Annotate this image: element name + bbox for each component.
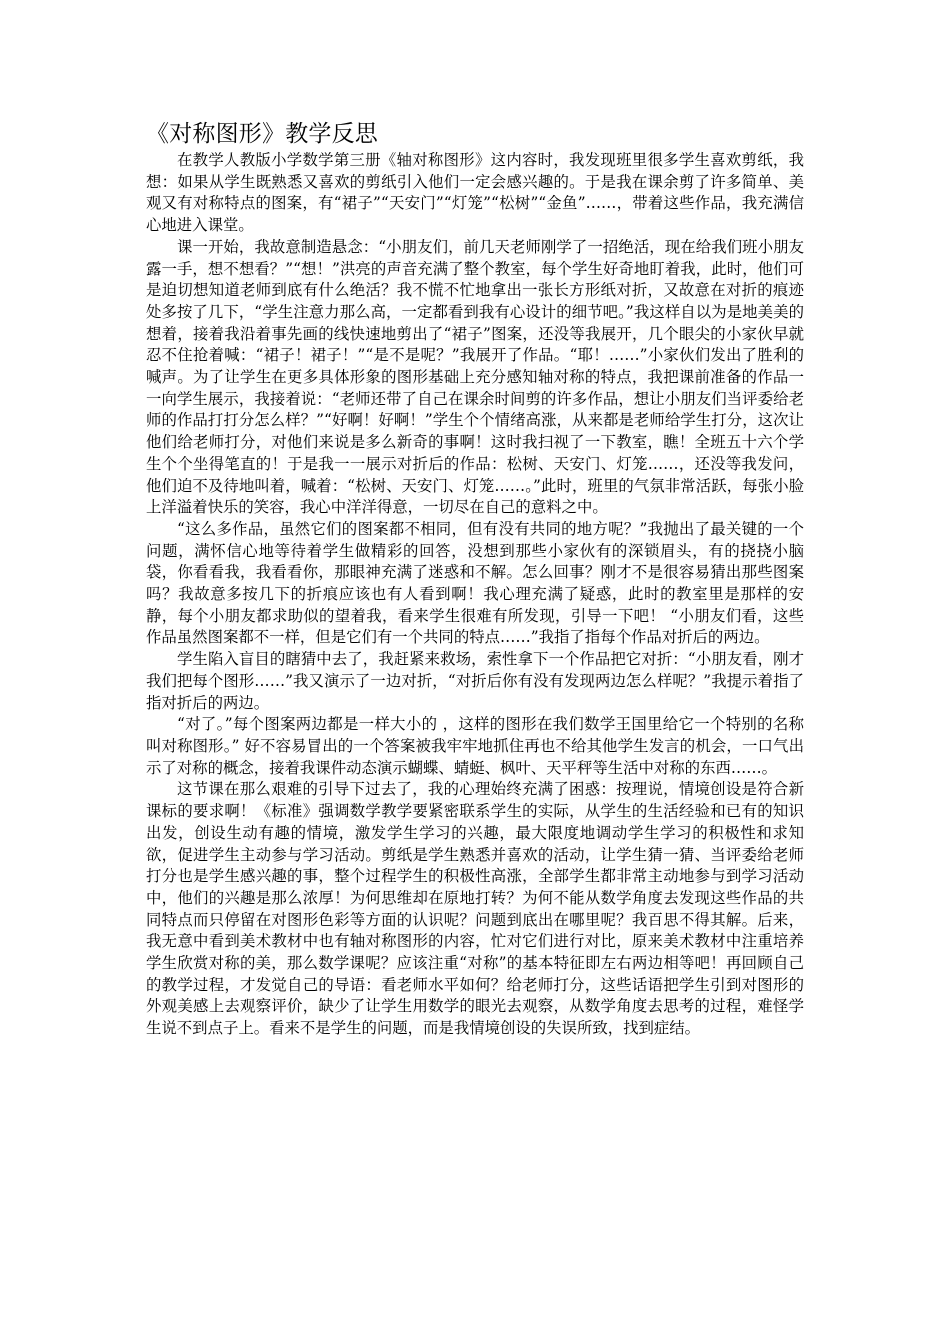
paragraph-lesson-start: 课一开始，我故意制造悬念：“小朋友们，前几天老师刚学了一招绝活，现在给我们班小朋友露一手，想不想看？”“想！”洪亮的声音充满了整个教室，每个学生好奇地盯着我，此时，他们可是迫切想知道老师到底有什么绝活？我不慌不忙地拿出一张长方形纸对折，又故意在对折的痕迹处多按了几下，“学生注意力那么高，一定都看到我有心设计的细节吧。”我这样自以为是地美美的想着，接着我沿着事先画的线快速地剪出了“裙子”图案，还没等我展开，几个眼尖的小家伙早就忍不住抢着喊：“裙子！裙子！”“是不是呢？”我展开了作品。“耶！……”小家伙们发出了胜利的喊声。为了让学生在更多具体形象的图形基础上充分感知轴对称的特点，我把课前准备的作品一一向学生展示，我接着说：“老师还带了自己在课余时间剪的许多作品，想让小朋友们当评委给老师的作品打打分怎么样？”“好啊！好啊！”学生个个情绪高涨，从来都是老师给学生打分，这次让他们给老师打分，对他们来说是多么新奇的事啊！这时我扫视了一下教室，瞧！全班五十六个学生个个坐得笔直的！于是我一一展示对折后的作品：松树、天安门、灯笼……，还没等我发问，他们迫不及待地叫着，喊着：“松树、天安门、灯笼……。”此时，班里的气氛非常活跃，每张小脸上洋溢着快乐的笑容，我心中洋洋得意，一切尽在自己的意料之中。 xyxy=(146,237,804,517)
paragraph-reflection: 这节课在那么艰难的引导下过去了，我的心理始终充满了困惑：按理说，情境创设是符合新课标的要求啊！《标准》强调数学教学要紧密联系学生的实际，从学生的生活经验和已有的知识出发，创设生动有趣的情境，激发学生学习的兴趣，最大限度地调动学生学习的积极性和求知欲，促进学生主动参与学习活动。剪纸是学生熟悉并喜欢的活动，让学生猜一猜、当评委给老师打分也是学生感兴趣的事，整个过程学生的积极性高涨，全部学生都非常主动地参与到学习活动中，他们的兴趣是那么浓厚！为何思维却在原地打转？为何不能从数学角度去发现这些作品的共同特点而只停留在对图形色彩等方面的认识呢？问题到底出在哪里呢？我百思不得其解。后来，我无意中看到美术教材中也有轴对称图形的内容，忙对它们进行对比，原来美术教材中注重培养学生欣赏对称的美，那么数学课呢？应该注重“对称”的基本特征即左右两边相等吧！再回顾自己的教学过程，才发觉自己的导语：看老师水平如何？给老师打分，这些话语把学生引到对图形的外观美感上去观察评价，缺少了让学生用数学的眼光去观察，从数学角度去思考的过程，难怪学生说不到点子上。看来不是学生的问题，而是我情境创设的失误所致，找到症结。 xyxy=(146,780,804,1038)
paragraph-symmetry-concept: “对了。”每个图案两边都是一样大小的 ，这样的图形在我们数学王国里给它一个特别的名称叫对称图形。” 好不容易冒出的一个答案被我牢牢地抓住再也不给其他学生发言的机会，一口气出示了对称的概念，接着我课件动态演示蝴蝶、蜻蜓、枫叶、天平秤等生活中对称的东西……。 xyxy=(146,715,804,777)
document-page xyxy=(146,118,804,1040)
paragraph-key-question: “这么多作品，虽然它们的图案都不相同，但有没有共同的地方呢？”我抛出了最关键的一个问题，满怀信心地等待着学生做精彩的回答，没想到那些小家伙有的深锁眉头，有的挠挠小脑袋，你看看我，我看看你，那眼神充满了迷惑和不解。怎么回事？刚才不是很容易猜出那些图案吗？我故意多按几下的折痕应该也有人看到啊！我心理充满了疑惑，此时的教室里是那样的安静，每个小朋友都求助似的望着我，看来学生很难有所发现，引导一下吧！ “小朋友们看，这些作品虽然图案都不一样，但是它们有一个共同的特点……”我指了指每个作品对折后的两边。 xyxy=(146,519,804,647)
document-title: 《对称图形》教学反思 xyxy=(146,121,378,147)
paragraph-rescue: 学生陷入盲目的瞎猜中去了，我赶紧来救场，索性拿下一个作品把它对折：“小朋友看，刚才我们把每个图形……”我又演示了一边对折，“对折后你有没有发现两边怎么样呢？”我提示着指了指对折后的两边。 xyxy=(146,650,804,712)
paragraph-intro: 在教学人教版小学数学第三册《轴对称图形》这内容时，我发现班里很多学生喜欢剪纸，我想：如果从学生既熟悉又喜欢的剪纸引入他们一定会感兴趣的。于是我在课余剪了许多简单、美观又有对称特点的图案，有“裙子”“天安门”“灯笼”“松树”“金鱼”……，带着这些作品，我充满信心地进入课堂。 xyxy=(146,151,804,235)
